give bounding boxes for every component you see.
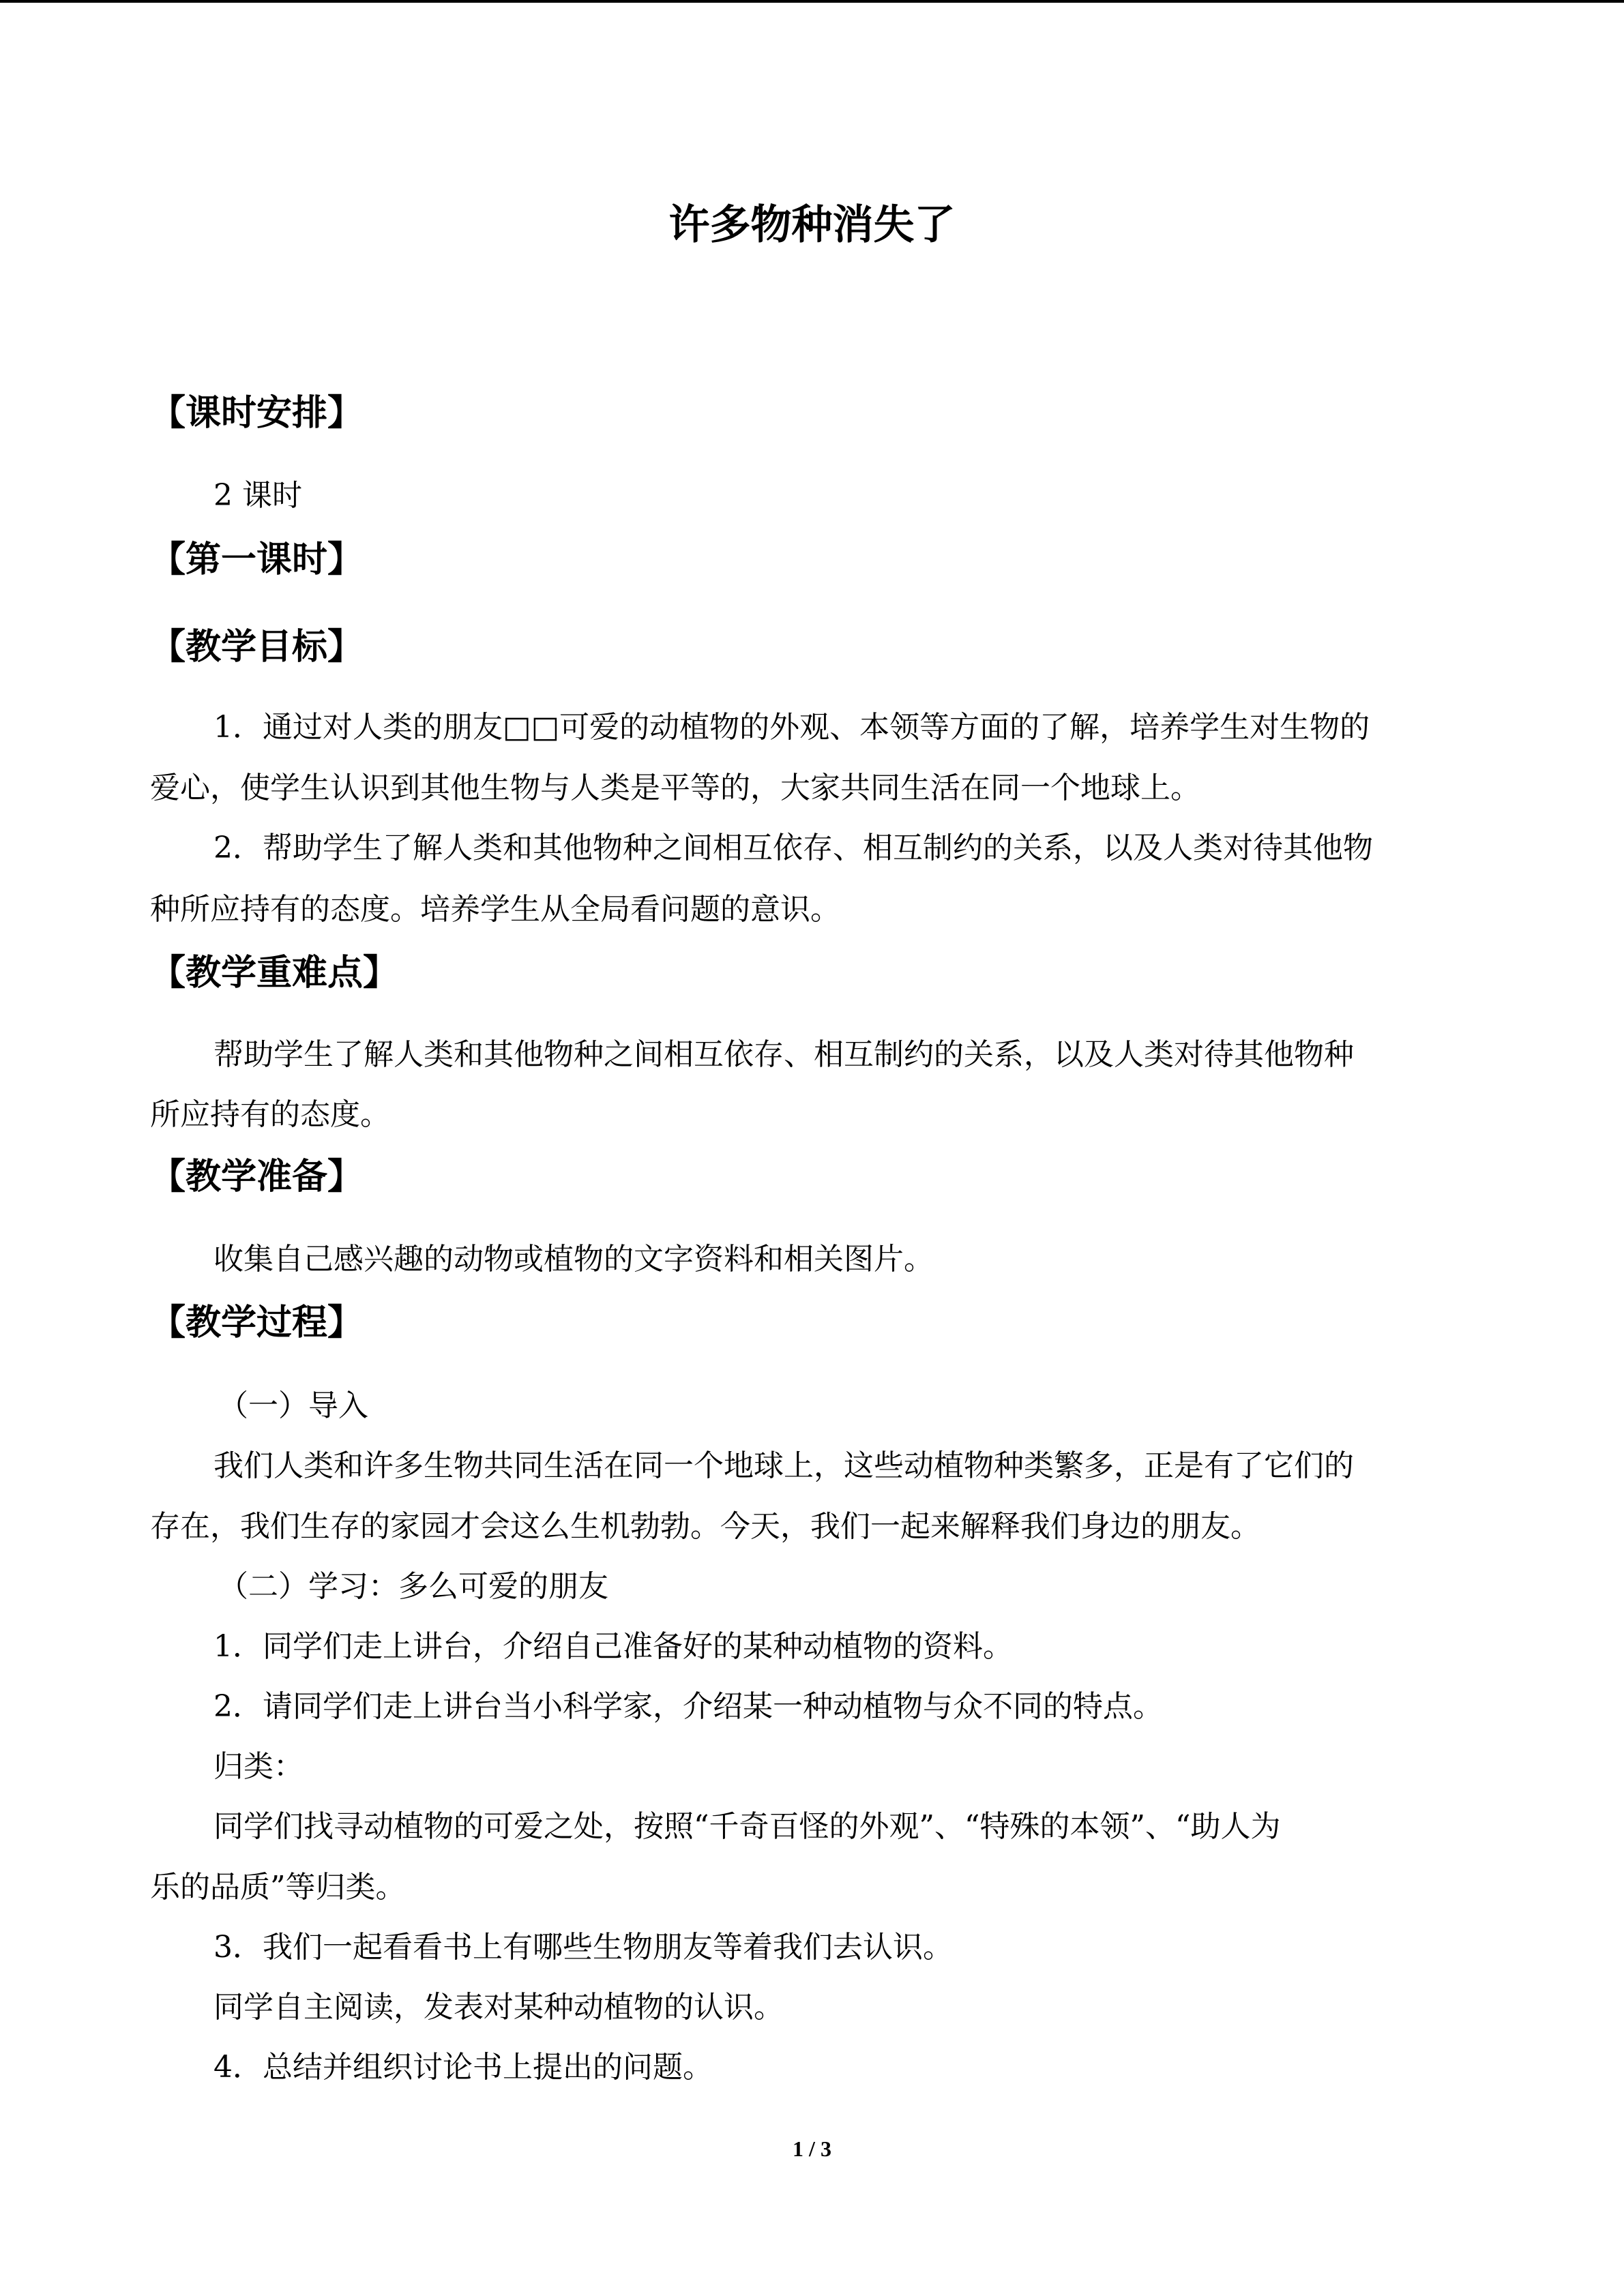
schedule-content: 2 课时	[213, 478, 302, 513]
preparation-line-1: 收集自己感兴趣的动物或植物的文字资料和相关图片。	[213, 1242, 934, 1277]
process-classify-line-2: 乐的品质”等归类。	[150, 1870, 406, 1905]
process-classify-label: 归类：	[213, 1749, 304, 1784]
process-step-3-note: 同学自主阅读，发表对某种动植物的认识。	[213, 1990, 784, 2025]
key-points-line-1: 帮助学生了解人类和其他物种之间相互依存、相互制约的关系，以及人类对待其他物种	[213, 1037, 1354, 1072]
objective-2-line-1: 2．帮助学生了解人类和其他物种之间相互依存、相互制约的关系，以及人类对待其他物	[213, 831, 1373, 865]
process-step-2: 2．请同学们走上讲台当小科学家，介绍某一种动植物与众不同的特点。	[213, 1689, 1163, 1724]
process-step-4: 4．总结并组织讨论书上提出的问题。	[213, 2050, 713, 2085]
process-classify-line-1: 同学们找寻动植物的可爱之处，按照“千奇百怪的外观”、“特殊的本领”、“助人为	[213, 1809, 1281, 1844]
heading-schedule: 【课时安排】	[150, 393, 364, 434]
document-title: 许多物种消失了	[668, 201, 956, 249]
objective-1-line-1: 1．通过对人类的朋友□□可爱的动植物的外观、本领等方面的了解，培养学生对生物的	[213, 710, 1370, 745]
page-number: 1 / 3	[793, 2136, 831, 2161]
process-part-2-title: （二）学习：多么可爱的朋友	[218, 1569, 608, 1604]
heading-first-lesson: 【第一课时】	[150, 539, 364, 580]
key-points-line-2: 所应持有的态度。	[150, 1097, 390, 1132]
process-part-1-line-1: 我们人类和许多生物共同生活在同一个地球上，这些动植物种类繁多，正是有了它们的	[213, 1448, 1354, 1483]
heading-key-points: 【教学重难点】	[150, 953, 399, 994]
objective-2-line-2: 种所应持有的态度。培养学生从全局看问题的意识。	[150, 892, 840, 927]
top-border-line	[0, 0, 1624, 3]
heading-preparation: 【教学准备】	[150, 1157, 364, 1197]
process-step-3: 3．我们一起看看书上有哪些生物朋友等着我们去认识。	[213, 1930, 953, 1965]
objective-1-line-2: 爱心，使学生认识到其他生物与人类是平等的，大家共同生活在同一个地球上。	[150, 771, 1200, 805]
heading-process: 【教学过程】	[150, 1302, 364, 1343]
heading-objectives: 【教学目标】	[150, 627, 364, 668]
process-part-1-line-2: 存在，我们生存的家园才会这么生机勃勃。今天，我们一起来解释我们身边的朋友。	[150, 1509, 1260, 1544]
process-step-1: 1．同学们走上讲台，介绍自己准备好的某种动植物的资料。	[213, 1629, 1013, 1664]
process-part-1-title: （一）导入	[218, 1388, 368, 1423]
